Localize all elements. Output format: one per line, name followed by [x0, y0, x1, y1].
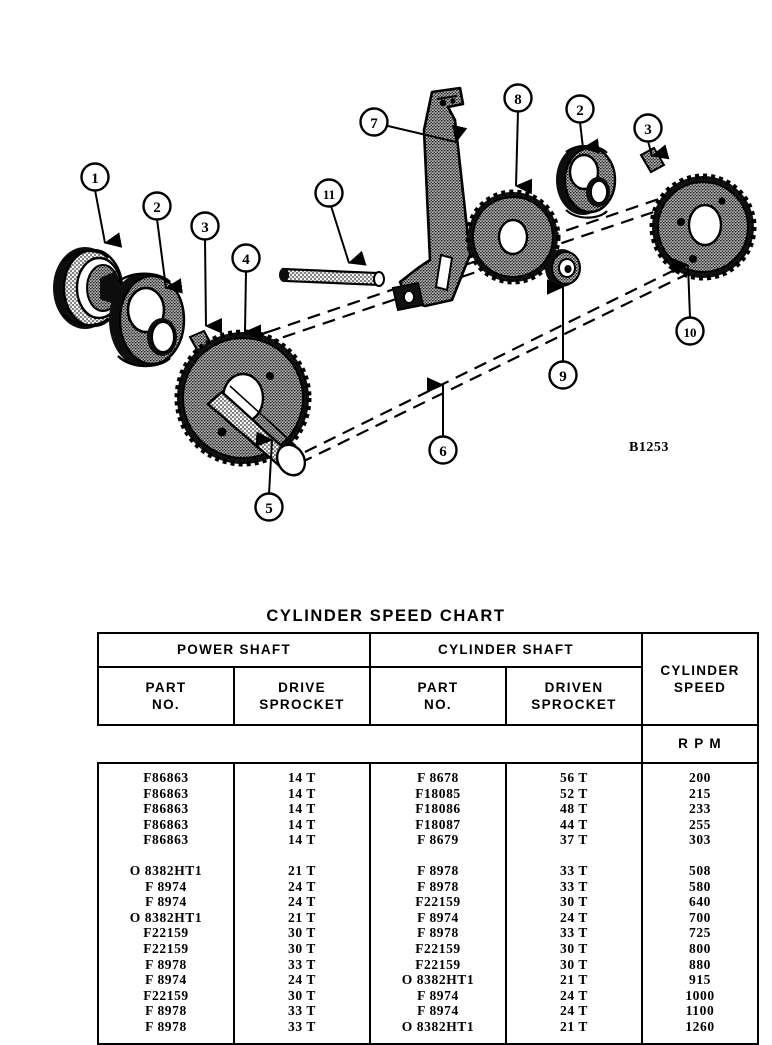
table-cell-value: 215 — [688, 785, 712, 801]
table-cell-value: 24 T — [287, 878, 317, 894]
svg-text:7: 7 — [370, 116, 378, 132]
cell-rpm-values — [642, 763, 758, 1044]
part-3-key-pin-right — [641, 148, 664, 172]
table-cell-value: 1100 — [685, 1003, 715, 1019]
part-9-idler-roller — [545, 249, 580, 287]
table-cell-value: F86863 — [143, 801, 189, 817]
table-cell-value: 30 T — [287, 987, 317, 1003]
table-cell-value: 255 — [688, 816, 712, 832]
table-cell-value: 24 T — [559, 987, 589, 1003]
svg-text:1: 1 — [91, 171, 99, 187]
table-cell-value: 33 T — [559, 925, 589, 941]
chart-title: CYLINDER SPEED CHART — [266, 607, 506, 625]
table-cell-value: 30 T — [559, 940, 589, 956]
col-drive-sprockets — [235, 770, 369, 1035]
table-cell-value: F 8974 — [145, 972, 187, 988]
table-cell-value: 24 T — [287, 894, 317, 910]
table-cell-value: F22159 — [143, 940, 189, 956]
part-10-sprocket-right — [652, 176, 754, 278]
table-cell-value: 880 — [688, 956, 712, 972]
table-cell-value: 33 T — [559, 878, 589, 894]
table-cell-value: 30 T — [559, 894, 589, 910]
callout-8 — [505, 85, 532, 112]
callout-7 — [361, 109, 388, 136]
table-cell-value: 33 T — [287, 1018, 317, 1034]
table-cell-value: F 8978 — [417, 862, 459, 878]
figure-reference-code: B1253 — [629, 440, 669, 455]
table-cell-value: 37 T — [559, 832, 589, 848]
svg-text:3: 3 — [644, 122, 652, 138]
svg-text:8: 8 — [514, 92, 522, 108]
table-cell-value: 14 T — [287, 785, 317, 801]
table-cell-value: 800 — [688, 940, 712, 956]
callout-2-right — [567, 96, 594, 123]
table-cell-value: F 8974 — [145, 878, 187, 894]
table-cell-value: 725 — [688, 925, 712, 941]
part-8-sprocket-middle — [468, 192, 558, 282]
part-2-hub-left — [109, 273, 184, 367]
table-group-header-row — [98, 633, 758, 667]
table-cell-value: 30 T — [287, 940, 317, 956]
table-cell-value: 21 T — [287, 909, 317, 925]
header-power-part-no — [98, 667, 234, 725]
table-cell-value: F 8978 — [145, 956, 187, 972]
svg-text:5: 5 — [265, 501, 273, 517]
table-body-row — [98, 763, 758, 1044]
header-cylinder-shaft: CYLINDER SHAFT — [370, 633, 642, 667]
svg-text:3: 3 — [201, 220, 209, 236]
col-power-part-numbers — [99, 770, 233, 1035]
part-11-rod — [279, 268, 384, 286]
header-cylinder-part-no-line1: PART — [417, 679, 459, 695]
callout-10 — [677, 318, 704, 345]
header-cylinder-speed — [642, 633, 758, 725]
callout-9 — [550, 362, 577, 389]
table-cell-value: 48 T — [559, 801, 589, 817]
table-cell-value: F86863 — [143, 785, 189, 801]
table-cell-value: F 8978 — [145, 1003, 187, 1019]
callout-5 — [256, 494, 283, 521]
row-gap — [99, 848, 233, 863]
callout-11 — [316, 180, 343, 207]
table-cell-value: 915 — [688, 972, 712, 988]
table-cell-value: F18085 — [415, 785, 461, 801]
table-cell-value: 640 — [688, 894, 712, 910]
part-7-idler-arm — [393, 88, 470, 310]
table-cell-value: O 8382HT1 — [129, 862, 203, 878]
header-cylinder-part-no-line2: NO. — [424, 697, 452, 712]
table-cell-value: F 8978 — [417, 878, 459, 894]
table-cell-value: F22159 — [415, 956, 461, 972]
table-cell-value: F18087 — [415, 816, 461, 832]
svg-text:2: 2 — [153, 200, 161, 216]
callout-4 — [233, 245, 260, 272]
table-cell-value: 508 — [688, 862, 712, 878]
header-driven-sprocket — [506, 667, 642, 725]
header-drive-sprocket — [234, 667, 370, 725]
table-cell-value: 24 T — [559, 1003, 589, 1019]
cell-drive-sprockets — [234, 763, 370, 1044]
svg-text:4: 4 — [242, 252, 250, 268]
table-cell-value: 24 T — [287, 972, 317, 988]
table-cell-value: O 8382HT1 — [401, 972, 475, 988]
callout-3 — [192, 213, 219, 240]
table-cell-value: F18086 — [415, 801, 461, 817]
row-gap — [371, 848, 505, 863]
table-cell-value: 580 — [688, 878, 712, 894]
table-cell-value: F 8978 — [417, 925, 459, 941]
table-cell-value: 30 T — [287, 925, 317, 941]
table-cell-value: 14 T — [287, 816, 317, 832]
table-cell-value: 14 T — [287, 801, 317, 817]
table-cell-value: F 8679 — [417, 832, 459, 848]
table-cell-value: 14 T — [287, 832, 317, 848]
part-2-hub-right — [556, 145, 615, 218]
cell-cylinder-part-numbers — [370, 763, 506, 1044]
table-cell-value: F86863 — [143, 770, 189, 785]
callout-2 — [144, 193, 171, 220]
header-driven-sprocket-line2: SPROCKET — [531, 697, 617, 712]
header-power-part-no-line1: PART — [145, 679, 187, 695]
col-driven-sprockets — [507, 770, 641, 1035]
callout-3-right — [635, 115, 662, 142]
col-cylinder-part-numbers — [371, 770, 505, 1035]
callout-1 — [82, 164, 109, 191]
header-power-part-no-line2: NO. — [152, 697, 180, 712]
header-cylinder-speed-line1: CYLINDER — [660, 662, 740, 678]
callout-6 — [430, 437, 457, 464]
table-cell-value: 1260 — [685, 1018, 715, 1034]
table-cell-value: F 8678 — [417, 770, 459, 785]
table-cell-value: F 8978 — [145, 1018, 187, 1034]
table-rpm-header-row — [98, 725, 758, 763]
table-cell-value: 21 T — [559, 972, 589, 988]
table-cell-value: 233 — [688, 801, 712, 817]
header-cylinder-speed-line2: SPEED — [673, 680, 727, 695]
table-cell-value: F 8974 — [417, 987, 459, 1003]
cell-driven-sprockets — [506, 763, 642, 1044]
col-rpm-values — [643, 770, 757, 1035]
svg-text:2: 2 — [576, 103, 584, 119]
table-cell-value: 33 T — [287, 956, 317, 972]
table-cell-value: 56 T — [559, 770, 589, 785]
header-driven-sprocket-line1: DRIVEN — [544, 679, 604, 695]
svg-text:10: 10 — [683, 325, 697, 340]
table-cell-value: F22159 — [415, 894, 461, 910]
table-cell-value: F22159 — [143, 925, 189, 941]
table-cell-value: F 8974 — [145, 894, 187, 910]
svg-text:6: 6 — [439, 444, 447, 460]
table-cell-value: 30 T — [559, 956, 589, 972]
table-cell-value: 21 T — [287, 862, 317, 878]
table-cell-value: F 8974 — [417, 1003, 459, 1019]
table-cell-value: F22159 — [143, 987, 189, 1003]
table-cell-value: O 8382HT1 — [401, 1018, 475, 1034]
header-drive-sprocket-line1: DRIVE — [278, 679, 326, 695]
table-cell-value: 44 T — [559, 816, 589, 832]
table-cell-value: 200 — [688, 770, 712, 785]
cylinder-speed-chart-table — [97, 632, 740, 1045]
table-cell-value: 14 T — [287, 770, 317, 785]
header-cylinder-part-no — [370, 667, 506, 725]
table-cell-value: F86863 — [143, 832, 189, 848]
header-rpm: R P M — [642, 725, 758, 763]
header-power-shaft: POWER SHAFT — [98, 633, 370, 667]
table-cell-value: 1000 — [685, 987, 715, 1003]
header-drive-sprocket-line2: SPROCKET — [259, 697, 345, 712]
svg-text:9: 9 — [559, 369, 567, 385]
table-cell-value: F22159 — [415, 940, 461, 956]
table-cell-value: 21 T — [559, 1018, 589, 1034]
table-cell-value: 303 — [688, 832, 712, 848]
row-gap — [235, 848, 369, 863]
cell-power-part-numbers — [98, 763, 234, 1044]
table-cell-value: 33 T — [559, 862, 589, 878]
svg-text:11: 11 — [322, 187, 336, 202]
table-cell-value: 52 T — [559, 785, 589, 801]
table-cell-value: F86863 — [143, 816, 189, 832]
table-cell-value: 33 T — [287, 1003, 317, 1019]
table-cell-value: F 8974 — [417, 909, 459, 925]
table-cell-value: 24 T — [559, 909, 589, 925]
row-gap — [507, 848, 641, 863]
row-gap — [643, 848, 757, 863]
table-cell-value: O 8382HT1 — [129, 909, 203, 925]
table-cell-value: 700 — [688, 909, 712, 925]
